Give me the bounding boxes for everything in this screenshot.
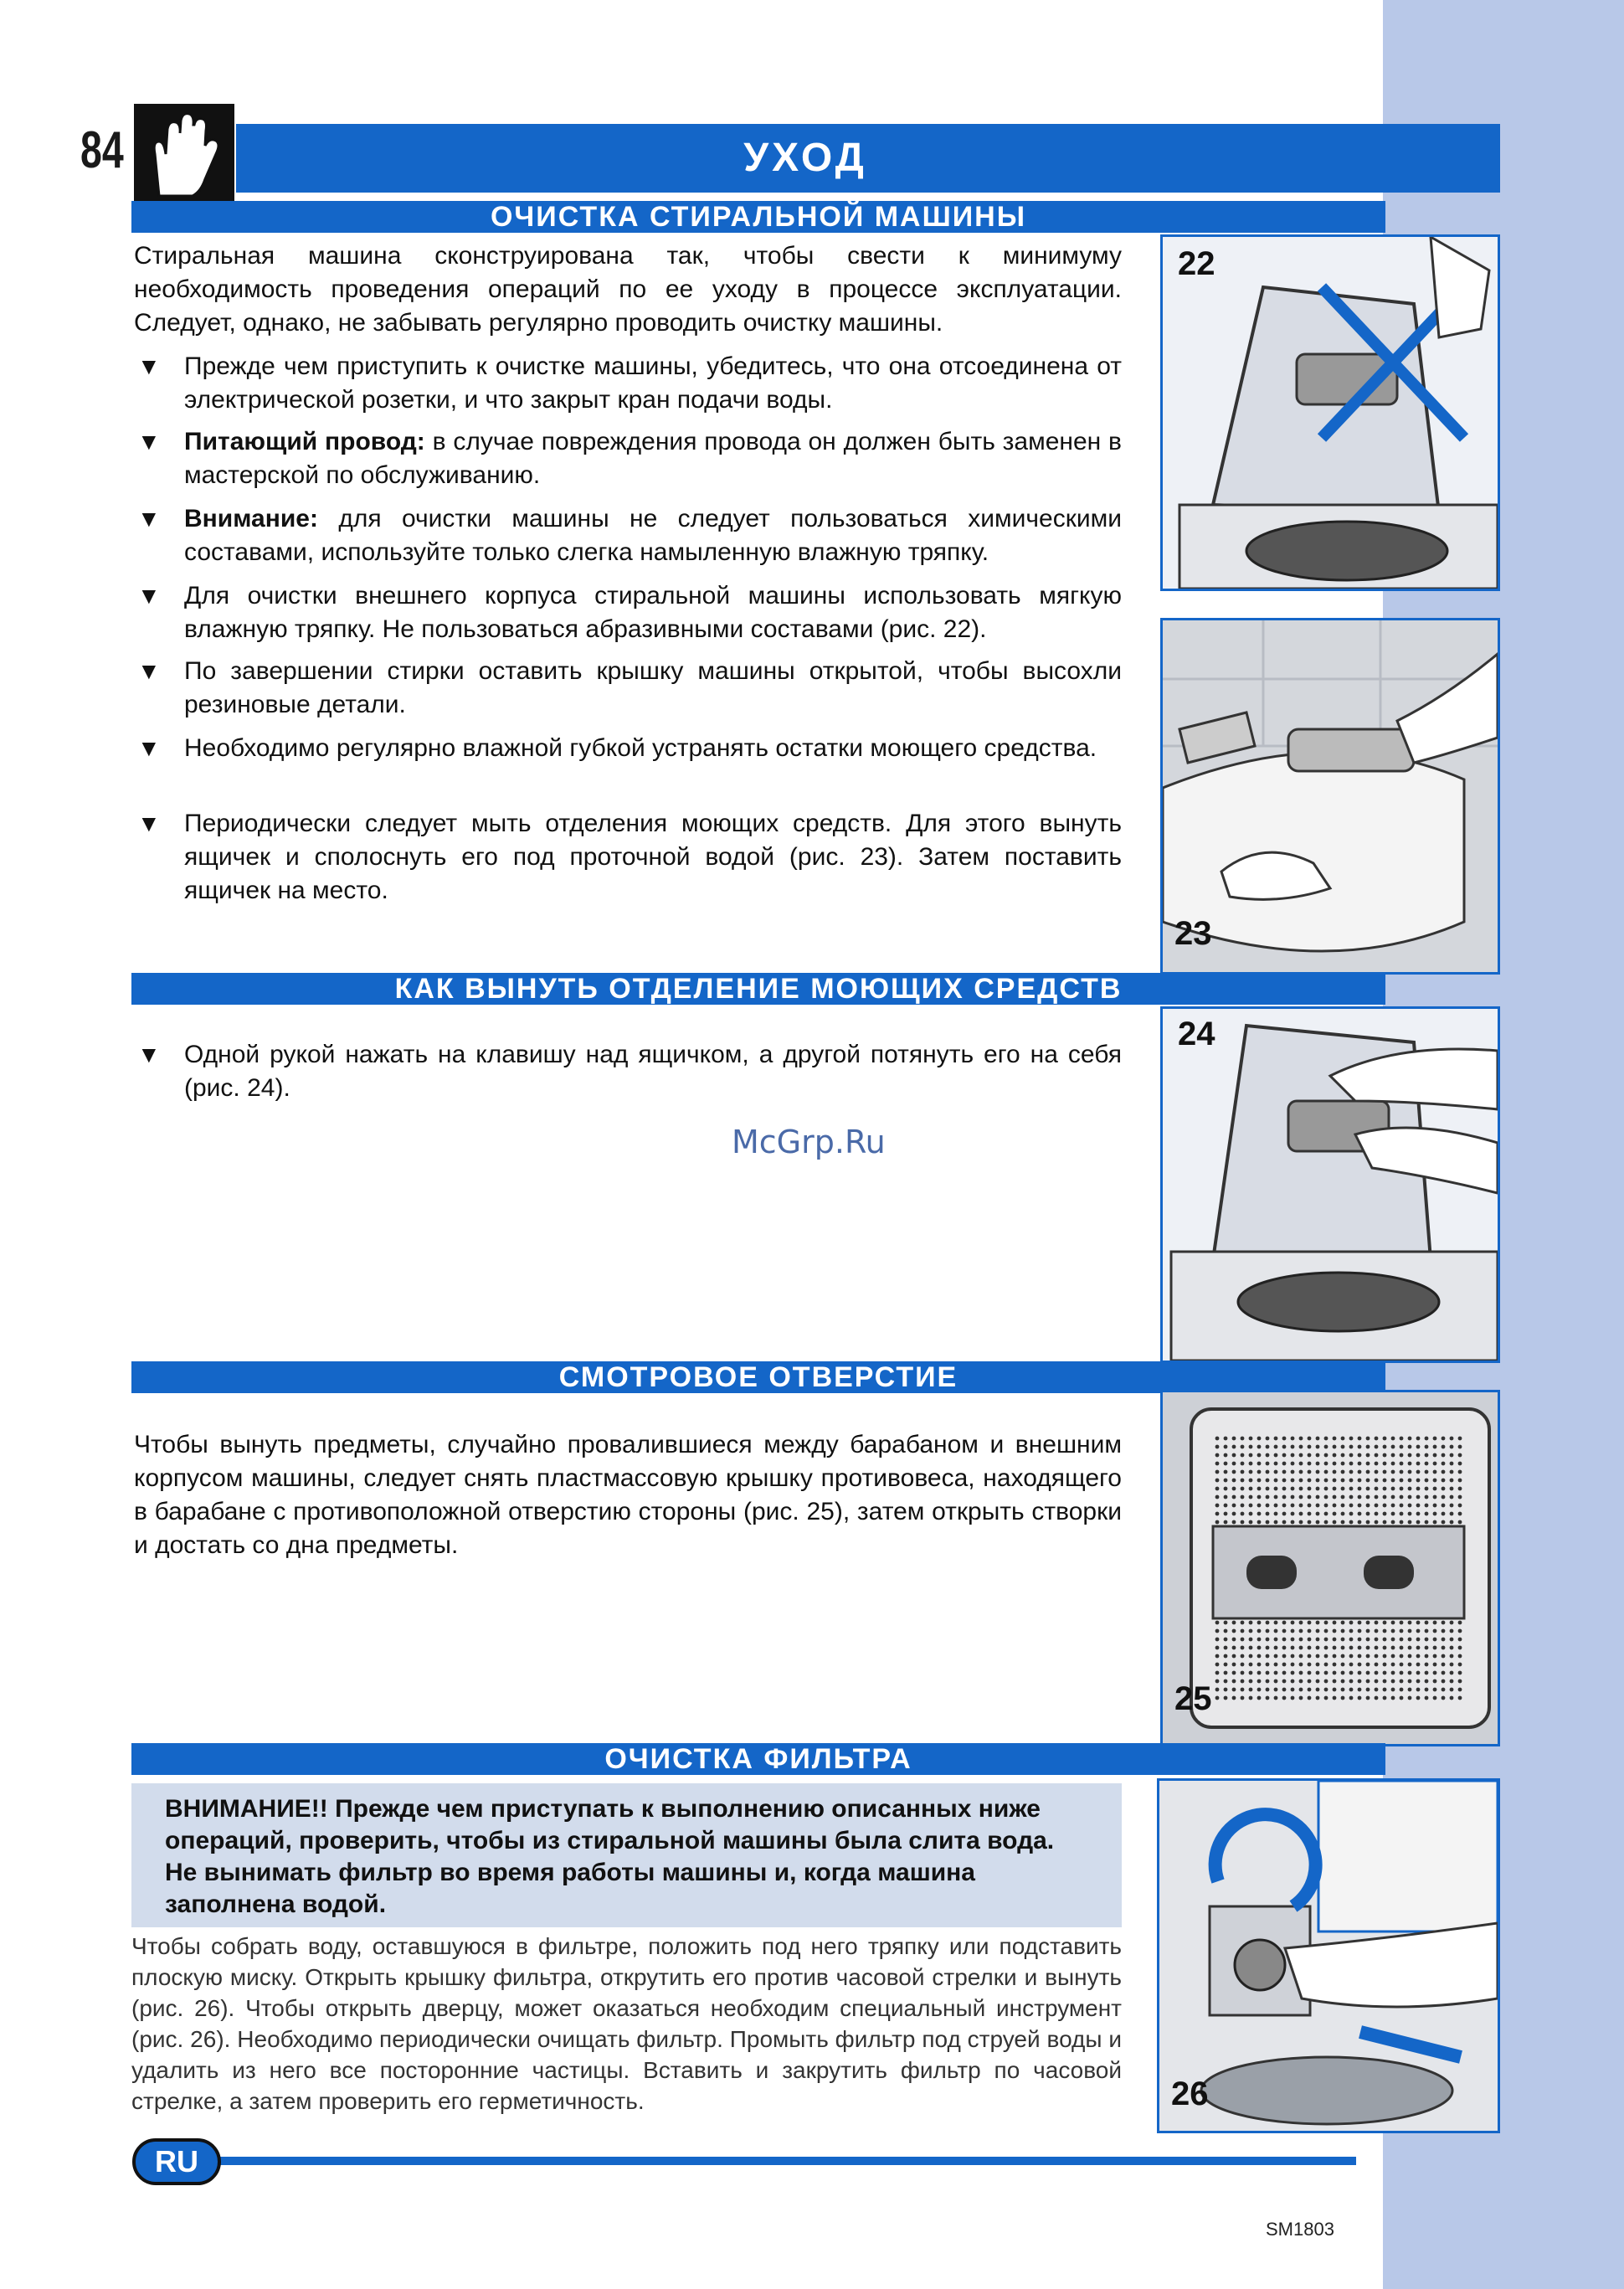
list-item: ▼ Для очистки внешнего корпуса стиральной машины использовать мягкую влажную тряпку. Не пользоваться абразивными составами (рис. 22). (137, 582, 1122, 643)
figure-label: 22 (1178, 245, 1215, 282)
list-item: ▼ По завершении стирки оставить крышку машины открытой, чтобы высохли резиновые детали. (137, 657, 1122, 718)
filter-removal-illustration (1159, 1781, 1498, 2131)
cleaning-intro: Стиральная машина сконструирована так, чтобы свести к минимуму необходимость проведения операций по ее уходу в процессе эксплуатации. Следует, однако, не забывать регулярно проводить очистку машины. (134, 242, 1122, 337)
language-badge: RU (132, 2138, 221, 2185)
document-code: SM1803 (1266, 2219, 1334, 2240)
list-item: ▼ Одной рукой нажать на клавишу над ящичком, а другой потянуть его на себя (рис. 24). (137, 1041, 1122, 1102)
filter-text: Чтобы собрать воду, оставшуюся в фильтре, положить под него тряпку или подставить плоскую миску. Открыть крышку фильтра, открутить его против часовой стрелки и вынуть (рис. 26). Чтобы открыть дверцу, может оказаться необходим специальный инструмент (рис. 26). Необходимо периодически очищать фильтр. Промыть фильтр под струей воды и удалить из него все посторонние частицы. Вставить и закрутить фильтр по часовой стрелке, а затем проверить его герметичность. (131, 1933, 1122, 2114)
figure-label: 25 (1174, 1680, 1212, 1717)
hand-icon (134, 104, 234, 204)
footer-line (209, 2157, 1356, 2165)
remove-drawer-illustration (1163, 1009, 1498, 1361)
page-number: 84 (80, 121, 124, 179)
figure-label: 24 (1178, 1016, 1215, 1052)
washer-lid-illustration (1163, 237, 1498, 589)
list-item: ▼ Питающий провод: в случае повреждения провода он должен быть заменен в мастерской по обслуживанию. (137, 428, 1122, 489)
inspection-text: Чтобы вынуть предметы, случайно провалившиеся между барабаном и внешним корпусом машины, следует снять пластмассовую крышку противовеса, находящего в барабане с противоположной отверстию стороны (рис. 25), затем открыть створки и достать со дна предметы. (134, 1431, 1122, 1559)
section-title-cleaning: ОЧИСТКА СТИРАЛЬНОЙ МАШИНЫ (131, 201, 1385, 233)
rinse-drawer-illustration (1163, 620, 1498, 972)
section-title-filter: ОЧИСТКА ФИЛЬТРА (131, 1743, 1385, 1775)
figure-24 (1160, 1006, 1500, 1363)
list-item: ▼ Прежде чем приступить к очистке машины, убедитесь, что она отсоединена от электрической розетки, и что закрыт кран подачи воды. (137, 352, 1122, 414)
figure-26 (1157, 1778, 1500, 2133)
list-item: ▼ Периодически следует мыть отделения моющих средств. Для этого вынуть ящичек и сполоснуть его под проточной водой (рис. 23). Затем поставить ящичек на место. (137, 810, 1122, 904)
watermark: McGrp.Ru (732, 1124, 886, 1160)
figure-23 (1160, 618, 1500, 975)
section-title-inspection: СМОТРОВОЕ ОТВЕРСТИЕ (131, 1361, 1385, 1393)
list-item: ▼ Внимание: для очистки машины не следует пользоваться химическими составами, используйте только слегка намыленную влажную тряпку. (137, 505, 1122, 566)
figure-label: 23 (1174, 915, 1212, 952)
page-title: УХОД (743, 136, 867, 180)
warning-box: ВНИМАНИЕ!! Прежде чем приступать к выполнению описанных ниже операций, проверить, чтобы из стиральной машины была слита вода. Не вынимать фильтр во время работы машины и, когда машина заполнена водой. (131, 1783, 1122, 1927)
figure-label: 26 (1171, 2076, 1209, 2112)
section-title-dispenser: КАК ВЫНУТЬ ОТДЕЛЕНИЕ МОЮЩИХ СРЕДСТВ (131, 973, 1385, 1005)
figure-22 (1160, 234, 1500, 591)
list-item: ▼ Необходимо регулярно влажной губкой устранять остатки моющего средства. (137, 734, 1097, 762)
figure-25 (1160, 1390, 1500, 1746)
drum-hatch-illustration (1163, 1392, 1498, 1744)
